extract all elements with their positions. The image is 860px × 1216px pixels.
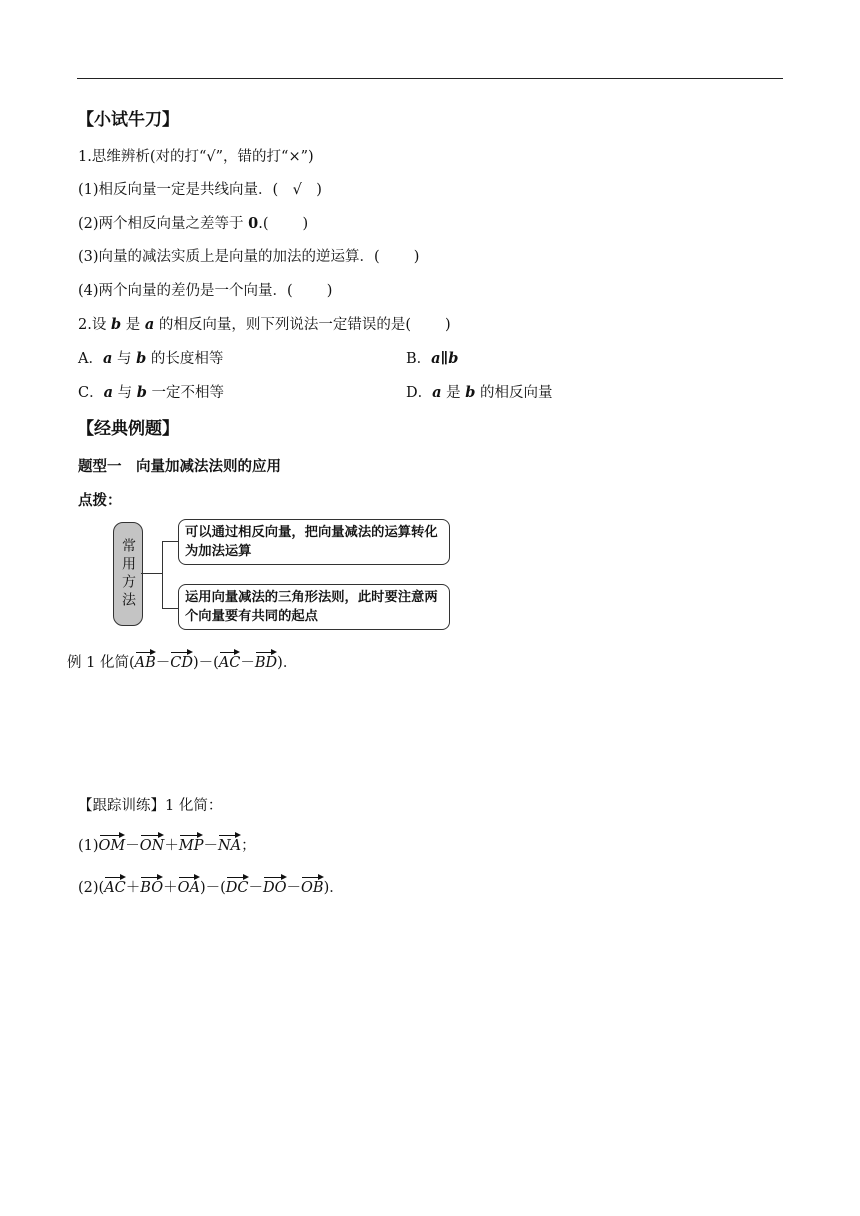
q2-option-b: B．a∥b (406, 350, 459, 367)
q2-stem: 2.设 b 是 a 的相反向量，则下列说法一定错误的是( ) (78, 316, 451, 333)
vector-om: OM (99, 834, 126, 854)
hint-label: 点拨： (78, 493, 122, 509)
q2-option-d: D．a 是 b 的相反向量 (406, 384, 553, 401)
method-box-2: 运用向量减法的三角形法则，此时要注意两个向量要有共同的起点 (178, 584, 450, 630)
q1-item-4: (4)两个向量的差仍是一个向量．( ) (78, 283, 333, 299)
vector-ac-2: AC (104, 876, 126, 896)
q2-option-a: A．a 与 b 的长度相等 (78, 350, 224, 367)
followup-title: 【跟踪训练】1 化简： (78, 798, 223, 814)
method-box-1: 可以通过相反向量，把向量减法的运算转化为加法运算 (178, 519, 450, 565)
q1-item-2: (2)两个相反向量之差等于 0.( ) (78, 215, 309, 232)
vector-bd: BD (255, 651, 277, 671)
vector-na: NA (218, 834, 241, 854)
q1-item-3: (3)向量的减法实质上是向量的加法的逆运算．( ) (78, 249, 420, 265)
example-1: 例 1 化简(AB－CD)－(AC－BD)． (67, 651, 297, 672)
connector-bracket (162, 541, 179, 609)
vector-ab: AB (135, 651, 156, 671)
methods-diagram (106, 516, 456, 634)
q1-title: 1.思维辨析(对的打“√”，错的打“×”) (78, 149, 314, 165)
q2-option-c: C．a 与 b 一定不相等 (78, 384, 224, 401)
followup-part-2: (2)(AC＋BO＋OA)－(DC－DO－OB)． (78, 876, 344, 897)
vector-on: ON (140, 834, 165, 854)
methods-pill: 常用方法 (113, 522, 143, 626)
vector-do: DO (263, 876, 287, 896)
vector-cd: CD (170, 651, 193, 671)
vector-bo: BO (140, 876, 163, 896)
vector-ob: OB (301, 876, 324, 896)
connector-stem (141, 573, 163, 574)
q1-item-1-answer: √ (292, 182, 302, 198)
vector-ac: AC (219, 651, 241, 671)
vector-dc: DC (226, 876, 249, 896)
section-heading-small-test: 【小试牛刀】 (77, 110, 179, 130)
type1-title: 题型一 向量加减法法则的应用 (78, 459, 281, 475)
q1-item-1: (1)相反向量一定是共线向量．( √ ) (78, 182, 322, 198)
section-heading-classic: 【经典例题】 (77, 419, 179, 439)
vector-oa: OA (178, 876, 200, 896)
header-rule (77, 78, 783, 79)
vector-mp: MP (179, 834, 204, 854)
followup-part-1: (1)OM－ON＋MP－NA； (78, 834, 256, 855)
